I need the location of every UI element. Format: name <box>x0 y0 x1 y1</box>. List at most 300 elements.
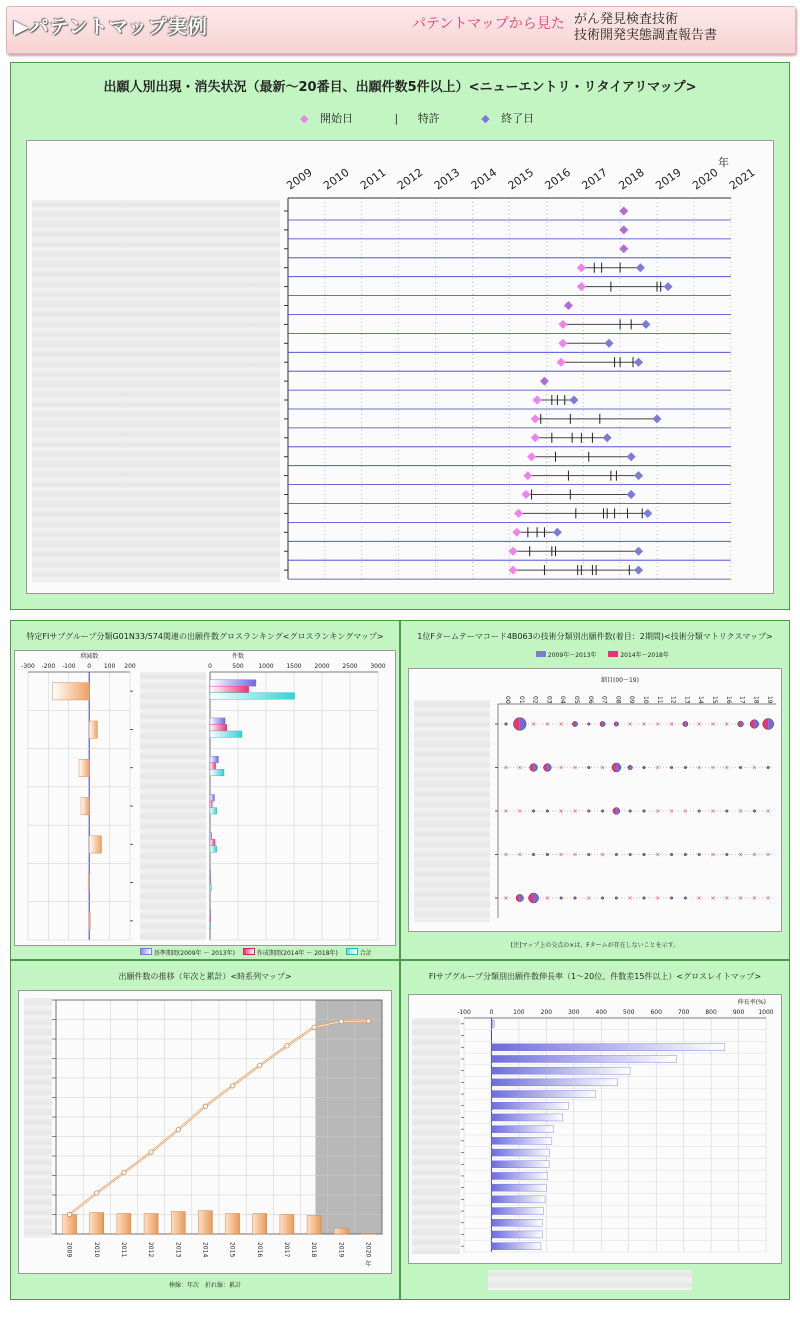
period2-half-bubble <box>544 764 548 772</box>
change-bar <box>79 759 89 776</box>
matrix-column-label: 17 <box>738 696 746 704</box>
absent-term-mark: × <box>724 721 730 728</box>
right-tick-label: 2500 <box>342 663 358 670</box>
legend-total-label: 合計 <box>359 950 372 957</box>
total-bar <box>210 731 242 738</box>
base-period-bar <box>210 756 218 763</box>
end-date-marker <box>634 358 643 367</box>
growth-rate-title: FIサブグループ分類別出願件数伸長率（1～20位、件数差15件以上）<グロスレイトマップ> <box>428 972 762 981</box>
ts-x-tick-label: 2017 <box>282 1242 290 1258</box>
matrix-column-label: 07 <box>600 696 608 704</box>
matrix-column-label: 08 <box>614 696 622 704</box>
cumulative-point <box>366 1019 370 1023</box>
matrix-column-label: 14 <box>697 696 705 704</box>
period1-half-bubble <box>616 763 621 772</box>
legend-base-label: 基準期間(2009年 ～ 2013年) <box>153 950 235 957</box>
growth-bar <box>491 1208 543 1215</box>
annual-bar <box>334 1228 348 1234</box>
entry-retire-chart <box>26 140 774 594</box>
right-tick-label: 2000 <box>314 663 330 670</box>
left-tick-label: -100 <box>61 663 76 670</box>
annual-bar <box>144 1214 158 1234</box>
end-date-marker <box>641 320 650 329</box>
cumulative-point <box>258 1063 262 1067</box>
matrix-column-label: 15 <box>711 696 718 704</box>
end-date-marker <box>569 396 578 405</box>
legend-current-label: 作成期間(2014年 ～ 2018年) <box>256 950 338 957</box>
report-subtitle-line2: 技術開発実態調査報告書 <box>574 28 718 43</box>
period1-half-bubble <box>768 718 774 729</box>
matrix-column-label: 19 <box>766 696 774 704</box>
growth-bar <box>491 1044 724 1051</box>
period1-half-bubble <box>547 764 551 772</box>
absent-term-mark: × <box>738 851 744 859</box>
absent-term-mark: × <box>655 895 661 902</box>
period2-half-bubble <box>516 894 520 901</box>
growth-bar <box>491 1243 540 1250</box>
gross-ranking-legend <box>140 948 372 957</box>
left-axis-label: 増減数 <box>80 653 99 660</box>
annual-bar <box>117 1214 131 1234</box>
absent-term-mark: × <box>751 764 757 772</box>
matrix-column-label: 10 <box>642 696 649 704</box>
matrix-column-label: 00 <box>504 696 511 704</box>
growth-bar <box>491 1067 630 1074</box>
right-tick-label: 0 <box>208 663 212 670</box>
page-title: ▶パテントマップ実例 <box>14 16 208 38</box>
absent-term-mark: × <box>531 721 537 728</box>
cumulative-point <box>312 1025 316 1029</box>
ts-x-tick-label: 2020 <box>364 1242 372 1258</box>
absent-term-mark: × <box>517 808 523 815</box>
annual-bar <box>198 1211 212 1234</box>
start-date-marker <box>619 207 628 216</box>
absent-term-mark: × <box>503 851 509 859</box>
year-tick-label: 2010 <box>321 165 352 193</box>
end-date-marker <box>605 339 614 348</box>
legend-period1-label: 2009年～2013年 <box>547 652 597 659</box>
year-tick-label: 2009 <box>284 165 315 193</box>
period1-half-bubble <box>754 720 758 729</box>
entry-retire-title: 出願人別出現・消失状況（最新～20番目、出願件数5件以上）<ニューエントリ・リタイアリマップ> <box>103 80 697 95</box>
legend-patent-icon: | <box>394 112 399 125</box>
period2-half-bubble <box>614 722 616 727</box>
growth-bar <box>491 1196 545 1203</box>
ts-x-tick-label: 2013 <box>174 1242 182 1258</box>
period1-half-bubble <box>741 721 744 727</box>
absent-term-mark: × <box>544 721 550 728</box>
absent-term-mark: × <box>696 721 702 728</box>
change-bar <box>89 912 90 929</box>
end-date-marker <box>664 282 673 291</box>
time-series-chart <box>18 990 392 1274</box>
ts-x-tick-label: 2019 <box>337 1242 345 1258</box>
ts-x-tick-label: 2012 <box>147 1242 155 1258</box>
growth-bar <box>491 1172 547 1179</box>
absent-term-mark: × <box>558 851 564 859</box>
total-bar <box>210 846 217 853</box>
absent-term-mark: × <box>765 895 771 902</box>
start-date-marker <box>558 320 567 329</box>
right-axis-label: 件数 <box>231 653 245 660</box>
growth-tick-label: 700 <box>677 1009 690 1016</box>
current-period-bar <box>210 916 211 923</box>
time-series-footnote: 棒線：年次 折れ線：累計 <box>168 1282 241 1289</box>
period1-half-bubble <box>534 764 538 772</box>
period2-half-bubble <box>628 765 630 770</box>
base-period-bar <box>210 871 211 878</box>
total-bar <box>210 769 224 776</box>
ts-x-tick-label: 2011 <box>119 1242 127 1258</box>
total-bar <box>210 693 295 700</box>
matrix-column-label: 12 <box>669 696 677 704</box>
start-date-marker <box>522 490 531 499</box>
period1-half-bubble <box>575 721 578 726</box>
absent-term-mark: × <box>655 851 661 859</box>
end-date-marker <box>627 490 636 499</box>
period2-half-bubble <box>763 718 769 729</box>
growth-tick-label: 500 <box>623 1009 635 1016</box>
legend-start-icon: ◆ <box>300 112 309 125</box>
report-subtitle-right <box>574 12 717 44</box>
absent-term-mark: × <box>558 764 564 772</box>
legend-current-swatch <box>243 948 255 955</box>
ts-x-tick-label: 2015 <box>228 1242 236 1258</box>
legend-start-label: 開始日 <box>319 112 353 125</box>
base-period-bar <box>210 680 256 687</box>
matrix-column-label: 18 <box>752 696 760 704</box>
growth-axis-label: 伸長率(%) <box>737 999 766 1006</box>
growth-tick-label: -100 <box>457 1009 471 1016</box>
absent-term-mark: × <box>627 895 633 902</box>
absent-term-mark: × <box>641 721 647 728</box>
year-tick-label: 2015 <box>505 165 537 193</box>
right-tick-label: 3000 <box>370 663 386 670</box>
end-date-marker <box>636 263 645 272</box>
growth-tick-label: 100 <box>513 1009 525 1016</box>
absent-term-mark: × <box>558 808 564 815</box>
ts-x-unit: 年 <box>365 1261 372 1268</box>
current-period-bar <box>210 763 216 770</box>
matrix-column-label: 03 <box>545 696 553 704</box>
growth-bar <box>491 1020 494 1027</box>
legend-base-swatch <box>140 948 152 955</box>
growth-bar <box>491 1102 568 1109</box>
end-date-marker <box>643 509 652 518</box>
left-tick-label: 200 <box>124 663 136 670</box>
absent-term-mark: × <box>669 808 675 815</box>
period1-half-bubble <box>603 721 606 726</box>
absent-term-mark: × <box>655 764 661 772</box>
absent-term-mark: × <box>655 721 661 728</box>
matrix-axis-label: 細目(00～19) <box>601 677 639 684</box>
cumulative-point <box>230 1084 234 1088</box>
matrix-legend <box>536 650 669 659</box>
growth-tick-label: 1000 <box>758 1009 774 1016</box>
report-subtitle-left: パテントマップから見た <box>412 16 565 32</box>
start-date-marker <box>577 263 586 272</box>
growth-bar <box>491 1219 542 1226</box>
absent-term-mark: × <box>710 851 716 859</box>
entry-retire-legend <box>300 110 534 126</box>
legend-period2-swatch <box>608 651 618 657</box>
base-period-bar <box>210 718 225 725</box>
growth-bar <box>491 1114 562 1121</box>
period2-half-bubble <box>613 808 616 815</box>
matrix-column-label: 09 <box>628 696 636 704</box>
matrix-column-label: 16 <box>724 696 732 704</box>
year-tick-label: 2011 <box>358 165 389 193</box>
end-date-marker <box>634 566 643 575</box>
left-tick-label: -200 <box>41 663 56 670</box>
start-date-marker <box>557 358 566 367</box>
matrix-column-label: 06 <box>586 696 594 704</box>
growth-bar <box>491 1055 676 1062</box>
year-tick-label: 2019 <box>653 165 684 193</box>
growth-tick-label: 600 <box>650 1009 662 1016</box>
period2-half-bubble <box>530 764 534 772</box>
total-bar <box>210 922 211 929</box>
start-date-marker <box>577 282 586 291</box>
absent-term-mark: × <box>765 851 771 859</box>
absent-term-mark: × <box>586 895 592 902</box>
absent-term-mark: × <box>558 721 564 728</box>
absent-term-mark: × <box>544 895 550 902</box>
left-tick-label: 0 <box>87 663 92 670</box>
year-tick-label: 2017 <box>579 165 610 193</box>
absent-term-mark: × <box>738 808 744 815</box>
base-period-bar <box>210 833 212 840</box>
growth-rate-footnote-redacted <box>488 1270 692 1290</box>
period2-half-bubble <box>572 721 575 726</box>
annual-bar <box>253 1214 267 1234</box>
legend-end-icon: ◆ <box>481 112 490 125</box>
absent-term-mark: × <box>751 851 757 859</box>
year-tick-label: 2016 <box>542 165 573 193</box>
year-tick-label: 2020 <box>690 165 721 193</box>
current-period-bar <box>210 839 215 846</box>
growth-tick-label: 800 <box>705 1009 717 1016</box>
absent-term-mark: × <box>710 721 716 728</box>
absent-term-mark: × <box>627 721 633 728</box>
report-subtitle-line1: がん発見検査技術 <box>574 12 679 27</box>
start-date-marker <box>533 396 542 405</box>
period1-half-bubble <box>520 894 524 901</box>
absent-term-mark: × <box>503 895 509 902</box>
matrix-title: 1位Fタームテーマコード4B063の技術分類別出願件数(着目：2期間)<技術分類マトリクスマップ> <box>417 632 773 641</box>
start-date-marker <box>564 301 573 310</box>
legend-period2-label: 2014年～2018年 <box>620 652 669 659</box>
absent-term-mark: × <box>572 808 578 815</box>
ts-x-tick-label: 2018 <box>310 1242 318 1258</box>
absent-term-mark: × <box>710 808 716 815</box>
period2-half-bubble <box>750 720 754 729</box>
matrix-column-label: 01 <box>517 696 525 704</box>
period1-half-bubble <box>685 721 688 726</box>
change-bar <box>89 836 101 853</box>
right-tick-label: 1500 <box>286 663 302 670</box>
cumulative-point <box>203 1104 207 1108</box>
year-tick-label: 2018 <box>616 165 647 193</box>
growth-bar <box>491 1137 551 1144</box>
growth-tick-label: 0 <box>489 1009 494 1016</box>
matrix-chart <box>408 668 782 932</box>
right-tick-label: 500 <box>232 663 244 670</box>
growth-rate-chart <box>408 994 782 1264</box>
total-bar <box>210 884 211 891</box>
matrix-column-label: 04 <box>559 696 567 704</box>
start-date-marker <box>531 433 540 442</box>
current-period-bar <box>210 801 212 808</box>
growth-tick-label: 300 <box>568 1009 580 1016</box>
period1-half-bubble <box>520 718 526 731</box>
start-date-marker <box>531 414 540 423</box>
annual-bar <box>226 1214 240 1234</box>
legend-total-swatch <box>346 948 358 955</box>
absent-term-mark: × <box>710 895 716 902</box>
absent-term-mark: × <box>696 895 702 902</box>
matrix-column-label: 05 <box>573 696 580 704</box>
absent-term-mark: × <box>696 764 702 772</box>
annual-bar <box>307 1215 321 1234</box>
period1-half-bubble <box>534 893 539 903</box>
gross-ranking-title: 特定FIサブグループ分類G01N33/574関連の出願件数グロスランキング<グロスランキングマップ> <box>26 632 384 641</box>
ts-x-tick-label: 2010 <box>92 1242 100 1258</box>
end-date-marker <box>553 528 562 537</box>
year-tick-label: 2014 <box>468 165 500 193</box>
annual-bar <box>171 1212 185 1234</box>
cumulative-point <box>339 1019 343 1023</box>
absent-term-mark: × <box>517 764 523 772</box>
absent-term-mark: × <box>517 851 523 859</box>
period1-half-bubble <box>630 765 632 770</box>
period1-half-bubble <box>616 722 618 727</box>
start-date-marker <box>509 547 518 556</box>
period2-half-bubble <box>529 893 534 903</box>
growth-bar <box>491 1149 549 1156</box>
growth-bar <box>491 1126 553 1133</box>
base-period-bar <box>210 795 214 802</box>
current-period-bar <box>210 878 211 885</box>
start-date-marker <box>558 339 567 348</box>
growth-bar <box>491 1091 595 1098</box>
period2-half-bubble <box>612 763 617 772</box>
cumulative-point <box>149 1150 153 1154</box>
absent-term-mark: × <box>724 895 730 902</box>
absent-term-mark: × <box>765 808 771 815</box>
absent-term-mark: × <box>738 895 744 902</box>
start-date-marker <box>512 528 521 537</box>
time-series-title: 出願件数の推移（年次と累計）<時系列マップ> <box>118 972 292 981</box>
right-tick-label: 1000 <box>258 663 274 670</box>
matrix-column-label: 13 <box>683 696 691 704</box>
growth-tick-label: 400 <box>595 1009 607 1016</box>
end-date-marker <box>603 433 612 442</box>
growth-bar <box>491 1184 546 1191</box>
change-bar <box>88 874 89 891</box>
matrix-column-label: 02 <box>531 696 539 704</box>
end-date-marker <box>653 414 662 423</box>
annual-bar <box>361 1234 375 1235</box>
annual-bar <box>63 1215 77 1235</box>
absent-term-mark: × <box>503 808 509 815</box>
period1-half-bubble <box>616 808 619 815</box>
absent-term-mark: × <box>710 764 716 772</box>
start-date-marker <box>540 377 549 386</box>
change-bar <box>52 683 89 700</box>
change-bar <box>89 721 97 738</box>
growth-tick-label: 900 <box>732 1009 745 1016</box>
growth-bar <box>491 1231 542 1238</box>
legend-period1-swatch <box>536 651 546 657</box>
period2-half-bubble <box>600 721 603 726</box>
absent-term-mark: × <box>682 808 688 815</box>
absent-term-mark: × <box>600 851 606 859</box>
absent-term-mark: × <box>600 764 606 772</box>
start-date-marker <box>619 244 628 253</box>
year-tick-label: 2013 <box>431 165 463 193</box>
growth-bar <box>491 1079 617 1086</box>
legend-patent-label: 特許 <box>417 112 440 125</box>
annual-bar <box>90 1213 104 1234</box>
gross-ranking-chart <box>14 650 396 946</box>
end-date-marker <box>627 452 636 461</box>
ts-x-tick-label: 2016 <box>255 1242 263 1258</box>
ts-x-tick-label: 2009 <box>65 1242 73 1258</box>
end-date-marker <box>634 471 643 480</box>
base-period-bar <box>210 909 211 916</box>
absent-term-mark: × <box>503 764 509 772</box>
annual-bar <box>280 1215 294 1235</box>
period2-half-bubble <box>513 718 519 731</box>
left-tick-label: 100 <box>103 663 116 670</box>
period2-half-bubble <box>738 721 741 727</box>
change-bar <box>81 798 89 815</box>
period2-half-bubble <box>683 721 686 726</box>
cumulative-point <box>285 1044 289 1048</box>
growth-bar <box>491 1161 549 1168</box>
start-date-marker <box>514 509 523 518</box>
start-date-marker <box>527 452 536 461</box>
absent-term-mark: × <box>572 851 578 859</box>
growth-tick-label: 200 <box>540 1009 553 1016</box>
cumulative-point <box>176 1127 180 1131</box>
start-date-marker <box>523 471 532 480</box>
start-date-marker <box>619 225 628 234</box>
absent-term-mark: × <box>669 721 675 728</box>
cumulative-point <box>67 1212 71 1216</box>
legend-end-label: 終了日 <box>501 112 535 125</box>
matrix-column-label: 11 <box>655 696 663 704</box>
year-axis-unit: 年 <box>718 156 729 169</box>
year-tick-label: 2021 <box>727 165 758 193</box>
matrix-note: [注]マップ上の交点の×は、Fタームが存在しないことを示す。 <box>510 942 680 949</box>
absent-term-mark: × <box>572 764 578 772</box>
absent-term-mark: × <box>655 808 661 815</box>
cumulative-point <box>95 1191 99 1195</box>
start-date-marker <box>509 566 518 575</box>
end-date-marker <box>634 547 643 556</box>
current-period-bar <box>210 724 227 731</box>
absent-term-mark: × <box>724 764 730 772</box>
total-bar <box>210 808 217 815</box>
absent-term-mark: × <box>751 895 757 902</box>
cumulative-point <box>122 1170 126 1174</box>
current-period-bar <box>210 686 249 693</box>
year-tick-label: 2012 <box>394 165 426 193</box>
ts-x-tick-label: 2014 <box>201 1242 209 1258</box>
left-tick-label: -300 <box>21 663 35 670</box>
